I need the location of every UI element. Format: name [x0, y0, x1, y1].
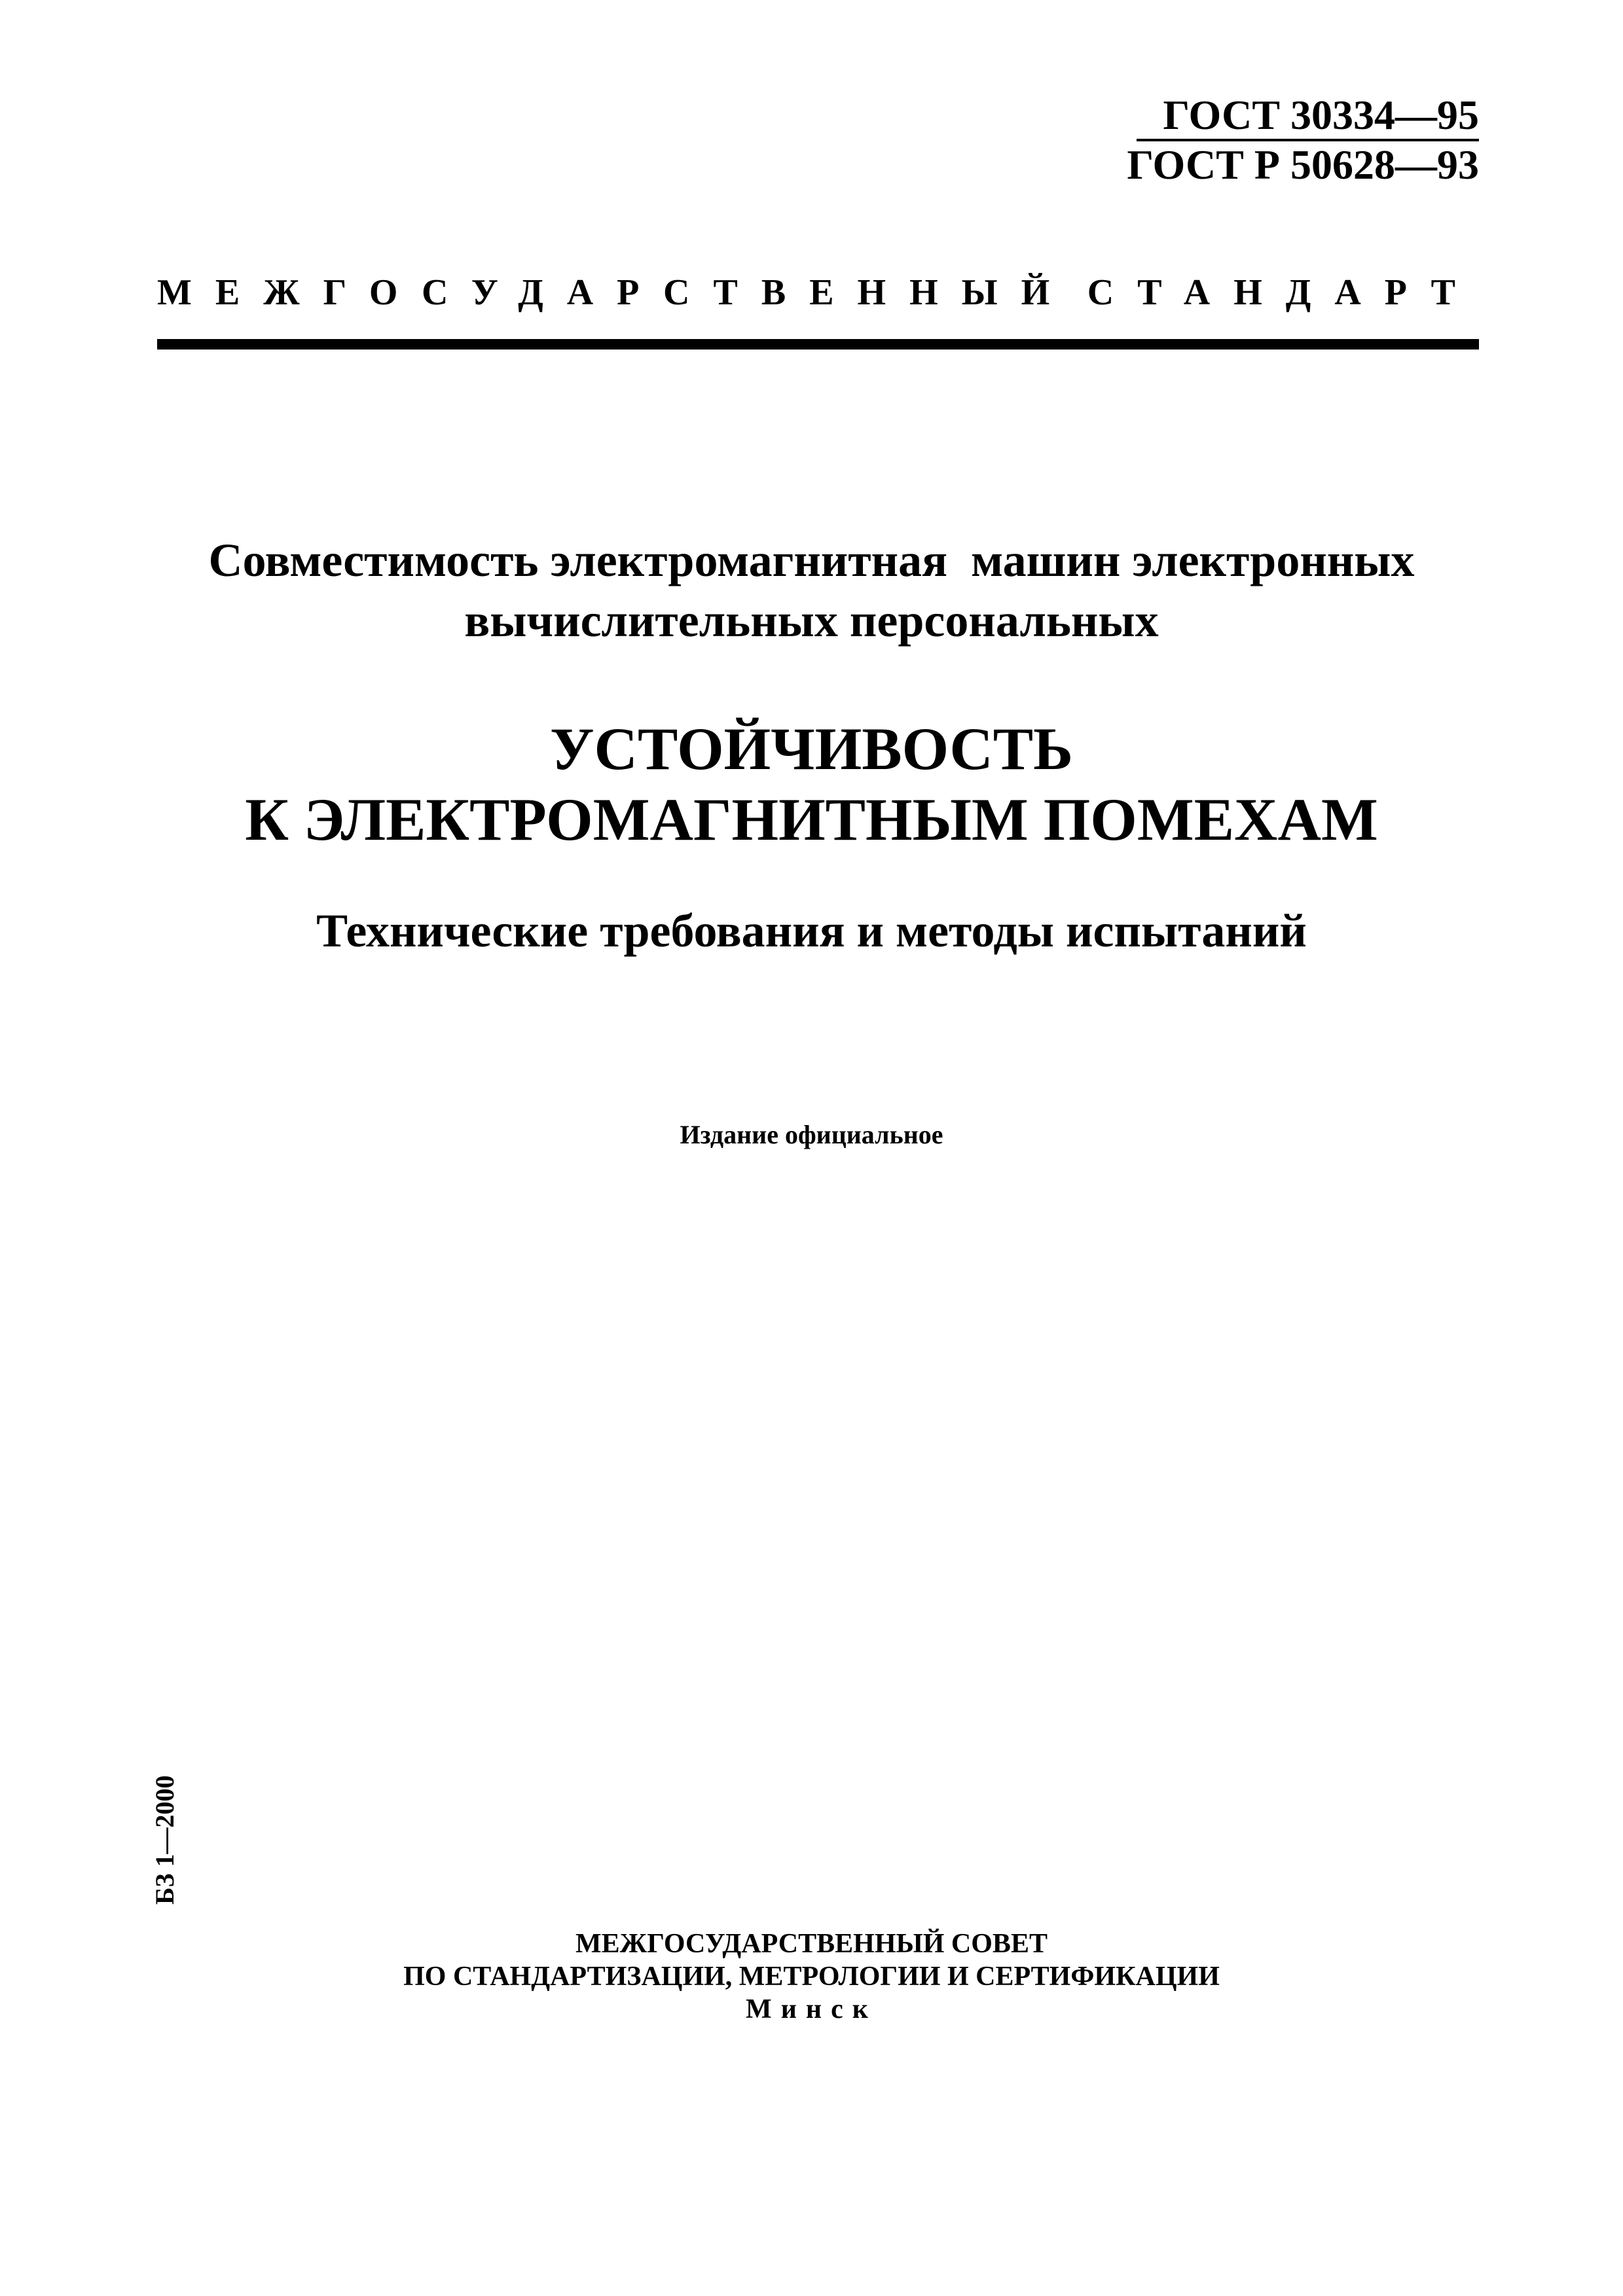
- subject-line-1: Совместимость электромагнитная машин электронных: [208, 534, 1415, 586]
- publisher-footer: [0, 1928, 1623, 2026]
- footer-line-1: МЕЖГОСУДАРСТВЕННЫЙ СОВЕТ: [575, 1929, 1048, 1959]
- subject-line-2: вычислительных персональных: [464, 594, 1159, 647]
- subject-title: [0, 530, 1623, 651]
- edition-note: Издание официальное: [680, 1120, 943, 1149]
- main-title-line-2: К ЭЛЕКТРОМАГНИТНЫМ ПОМЕХАМ: [245, 786, 1378, 853]
- standard-designation: [1127, 92, 1479, 188]
- main-title: [0, 713, 1623, 855]
- footer-city: Минск: [746, 1994, 877, 2024]
- header-rule: [157, 339, 1479, 350]
- designation-gost-r: ГОСТ Р 50628—93: [1127, 141, 1479, 188]
- subtitle: Технические требования и методы испытаний: [316, 905, 1307, 957]
- side-code: БЗ 1—2000: [150, 1775, 179, 1905]
- header-word-standard: СТАНДАРТ: [1087, 272, 1479, 313]
- designation-gost: ГОСТ 30334—95: [1137, 92, 1479, 141]
- standard-type-header: [157, 272, 1479, 314]
- main-title-line-1: УСТОЙЧИВОСТЬ: [550, 715, 1073, 782]
- footer-line-2: ПО СТАНДАРТИЗАЦИИ, МЕТРОЛОГИИ И СЕРТИФИКАЦИИ: [403, 1962, 1220, 1992]
- header-word-interstate: МЕЖГОСУДАРСТВЕННЫЙ: [157, 272, 1074, 313]
